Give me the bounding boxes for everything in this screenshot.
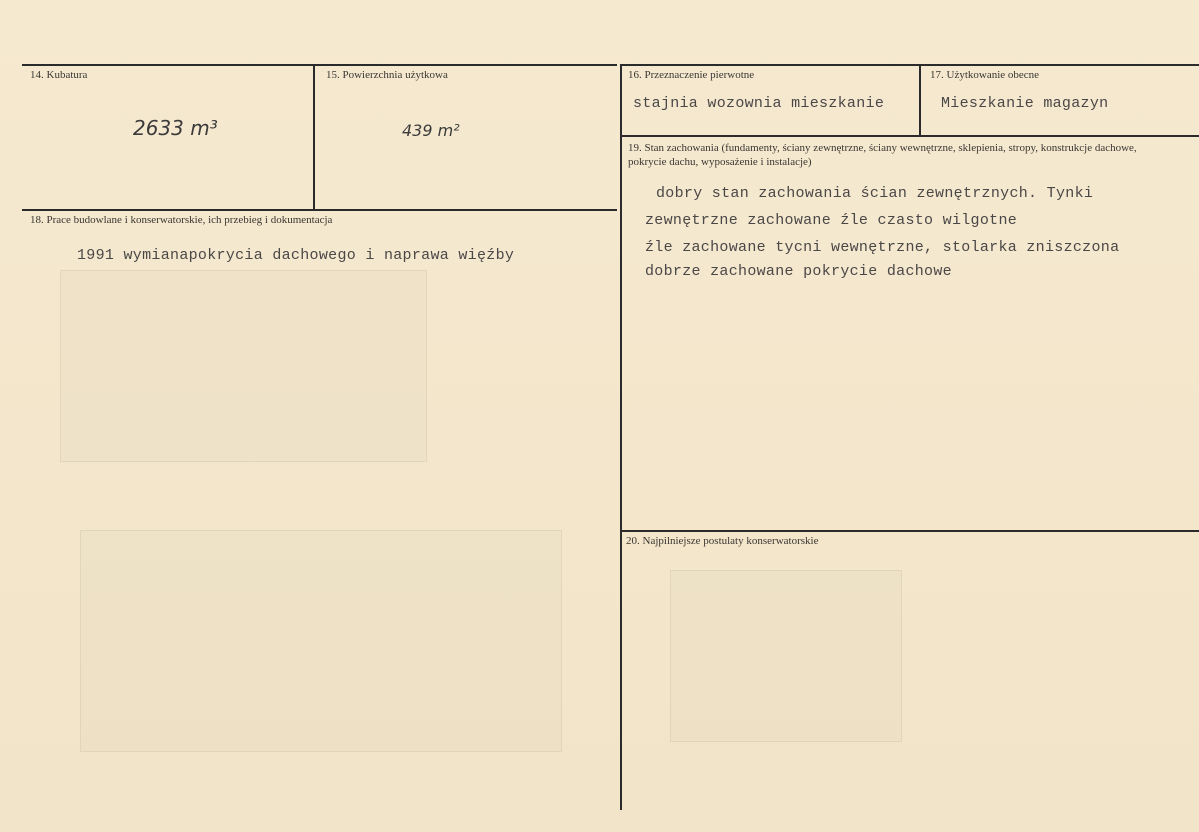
field-20-label: 20. Najpilniejsze postulaty konserwatorskie <box>626 535 819 547</box>
field-19-label: 19. Stan zachowania (fundamenty, ściany zewnętrzne, ściany wewnętrzne, sklepienia, stropy, konstrukcje dachowe, pokrycie dachu, wyposażenie i instalacje) <box>628 142 1137 168</box>
field-16-label: 16. Przeznaczenie pierwotne <box>628 69 755 81</box>
field-19-line-2: zewnętrzne zachowane źle czasto wilgotne <box>645 212 1018 229</box>
field-14-label: 14. Kubatura <box>30 69 88 81</box>
field-15-value: 439 m² <box>402 121 460 140</box>
field-18-value: 1991 wymianapokrycia dachowego i naprawa więźby <box>77 247 515 264</box>
field-14-value: 2633 m³ <box>133 116 218 140</box>
rule-under-14-15 <box>22 209 617 211</box>
field-18-label: 18. Prace budowlane i konserwatorskie, ich przebieg i dokumentacja <box>30 214 333 226</box>
show-through-shadow <box>670 570 902 742</box>
rule-col-14-15 <box>313 64 315 210</box>
field-17-label: 17. Użytkowanie obecne <box>930 69 1040 81</box>
field-19-line-1: dobry stan zachowania ścian zewnętrznych. Tynki <box>656 185 1094 202</box>
rule-under-19 <box>622 530 1199 532</box>
field-16-value: stajnia wozownia mieszkanie <box>633 95 885 112</box>
field-17-value: Mieszkanie magazyn <box>941 95 1109 112</box>
rule-top-right <box>622 64 1199 66</box>
show-through-shadow <box>60 270 427 462</box>
rule-top-left <box>22 64 617 66</box>
field-19-line-4: dobrze zachowane pokrycie dachowe <box>645 263 952 280</box>
rule-col-16-17 <box>919 64 921 136</box>
field-19-line-3: źle zachowane tycni wewnętrzne, stolarka zniszczona <box>645 239 1120 256</box>
rule-center <box>620 64 622 810</box>
show-through-shadow <box>80 530 562 752</box>
field-15-label: 15. Powierzchnia użytkowa <box>326 69 448 81</box>
rule-under-16-17 <box>622 135 1199 137</box>
